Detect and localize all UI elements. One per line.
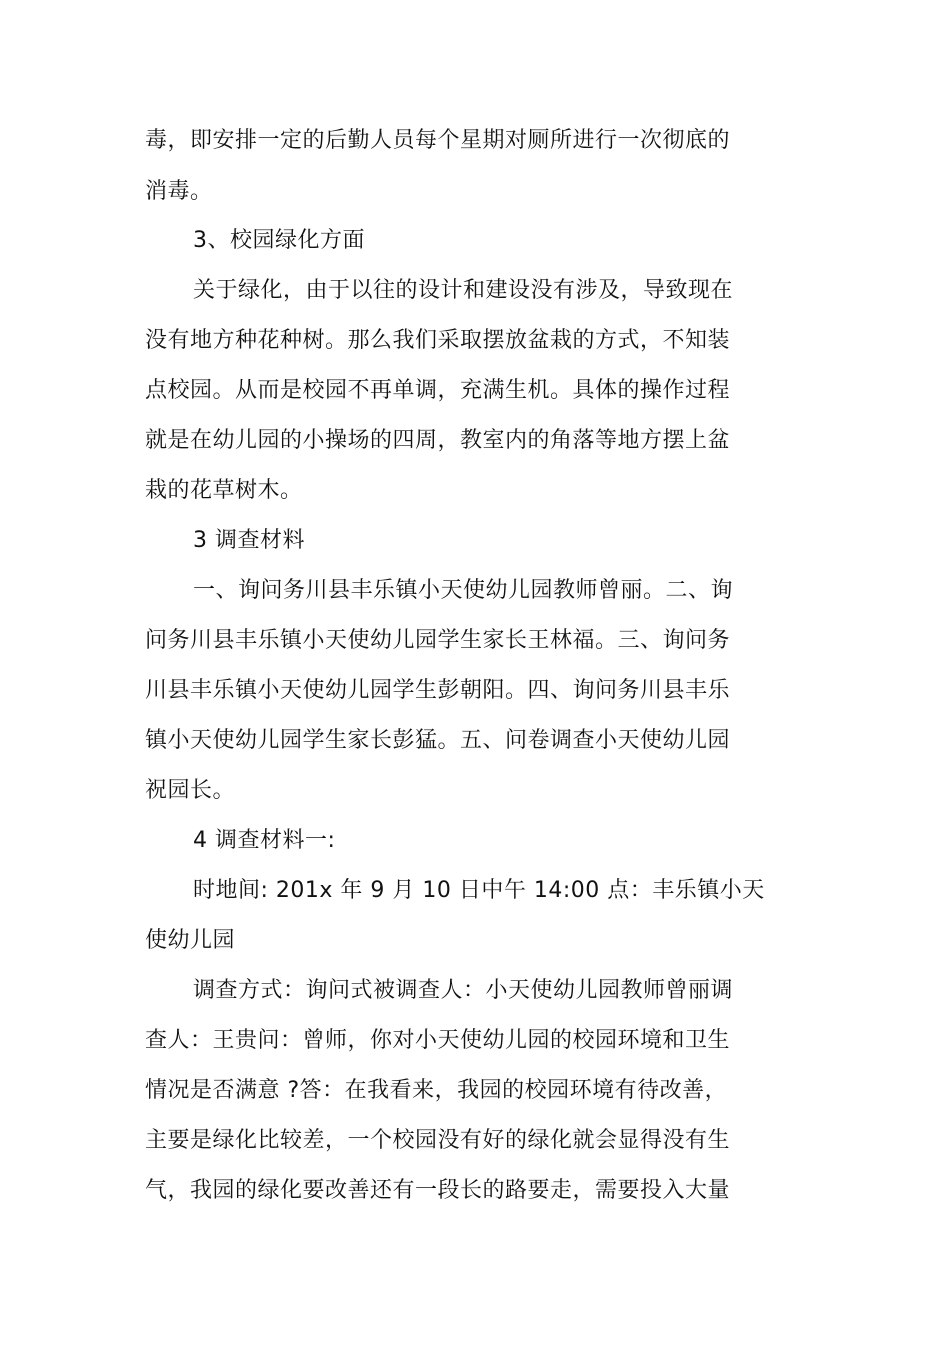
text-line: 川县丰乐镇小天使幼儿园学生彭朝阳。四、询问务川县丰乐 bbox=[145, 678, 731, 703]
section-heading: 4 调查材料一: bbox=[193, 828, 336, 853]
text-line: 关于绿化，由于以往的设计和建设没有涉及，导致现在 bbox=[193, 278, 734, 303]
text-line: 祝园长。 bbox=[145, 778, 236, 803]
text-line: 查人：王贵问：曾师，你对小天使幼儿园的校园环境和卫生 bbox=[145, 1028, 731, 1053]
text-line: 栽的花草树木。 bbox=[145, 478, 303, 503]
text-line: 问务川县丰乐镇小天使幼儿园学生家长王林福。三、询问务 bbox=[145, 628, 731, 653]
text-line: 主要是绿化比较差，一个校园没有好的绿化就会显得没有生 bbox=[145, 1128, 731, 1153]
text-line: 毒，即安排一定的后勤人员每个星期对厕所进行一次彻底的 bbox=[145, 128, 731, 153]
text-line: 时地间: 201x 年 9 月 10 日中午 14:00 点：丰乐镇小天 bbox=[193, 878, 765, 903]
text-line: 使幼儿园 bbox=[145, 928, 236, 953]
section-heading: 3 调查材料 bbox=[193, 528, 305, 553]
text-line: 点校园。从而是校园不再单调，充满生机。具体的操作过程 bbox=[145, 378, 731, 403]
text-line: 就是在幼儿园的小操场的四周，教室内的角落等地方摆上盆 bbox=[145, 428, 731, 453]
text-line: 消毒。 bbox=[145, 179, 213, 204]
text-line: 调查方式：询问式被调查人：小天使幼儿园教师曾丽调 bbox=[193, 978, 734, 1003]
text-line: 情况是否满意 ?答：在我看来，我园的校园环境有待改善， bbox=[145, 1078, 728, 1103]
text-line: 一、询问务川县丰乐镇小天使幼儿园教师曾丽。二、询 bbox=[193, 578, 734, 603]
section-heading: 3、校园绿化方面 bbox=[193, 228, 365, 253]
text-line: 镇小天使幼儿园学生家长彭猛。五、问卷调查小天使幼儿园 bbox=[145, 728, 731, 753]
text-line: 没有地方种花种树。那么我们采取摆放盆栽的方式，不知装 bbox=[145, 328, 731, 353]
text-line: 气，我园的绿化要改善还有一段长的路要走，需要投入大量 bbox=[145, 1178, 731, 1203]
